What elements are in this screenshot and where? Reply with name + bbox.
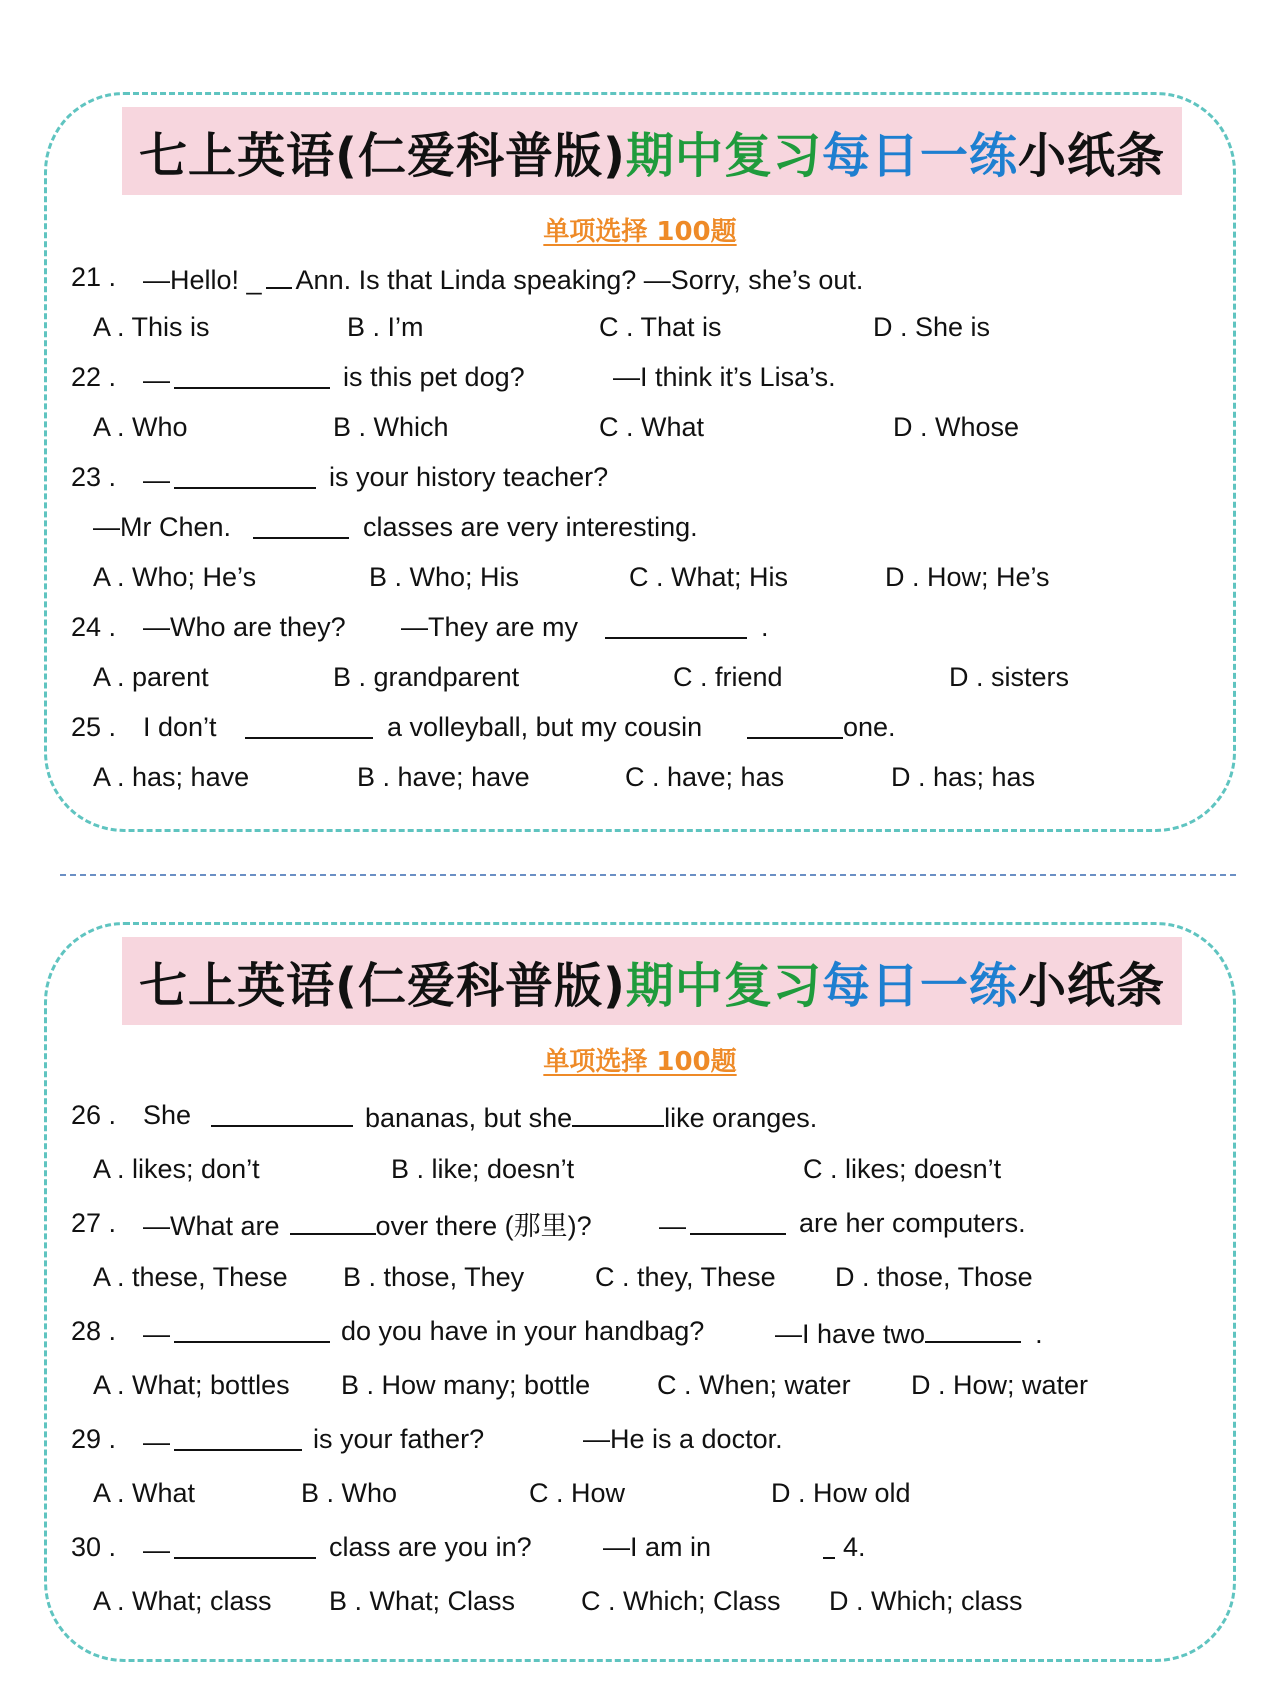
- options-22: [47, 407, 1233, 447]
- option-b: B . Who; His: [369, 562, 520, 592]
- cut-line-divider: [60, 874, 1236, 876]
- option-b: B . What; Class: [329, 1586, 516, 1616]
- option-c: C . Which; Class: [581, 1586, 781, 1616]
- option-a: A . Who: [93, 412, 188, 442]
- blank: [249, 507, 353, 550]
- option-a: A . What; class: [93, 1586, 272, 1616]
- blank: [743, 707, 847, 750]
- question-text: —Mr Chen.: [93, 512, 232, 542]
- question-text: —Hello! _ Ann. Is that Linda speaking? —Sorry, she’s out.: [143, 257, 863, 300]
- option-c: C . likes; doesn’t: [803, 1154, 1002, 1184]
- option-b: B . those, They: [343, 1262, 525, 1292]
- option-d: D . Whose: [893, 412, 1020, 442]
- question-number: 29 .: [71, 1424, 117, 1454]
- question-text-part: bananas, but she like oranges.: [365, 1095, 817, 1138]
- option-b: B . How many; bottle: [341, 1370, 591, 1400]
- options-26: [47, 1149, 1233, 1189]
- option-d: D . has; has: [891, 762, 1036, 792]
- question-text: I don’t: [143, 712, 217, 742]
- options-29: [47, 1473, 1233, 1513]
- option-d: D . those, Those: [835, 1262, 1033, 1292]
- question-number: 28 .: [71, 1316, 117, 1346]
- answer-text: —: [659, 1203, 790, 1246]
- question-27: [47, 1203, 1233, 1243]
- section-subtitle: 单项选择 100题: [543, 1047, 737, 1077]
- question-text-part: do you have in your handbag?: [341, 1316, 705, 1346]
- question-number: 30 .: [71, 1532, 117, 1562]
- option-d: D . How; He’s: [885, 562, 1050, 592]
- worksheet-card-1: [44, 92, 1236, 832]
- question-number: 26 .: [71, 1100, 117, 1130]
- options-30: [47, 1581, 1233, 1621]
- blank: [601, 607, 751, 650]
- question-end: one.: [843, 712, 896, 742]
- question-22: [47, 357, 1233, 397]
- blank: [819, 1527, 839, 1570]
- option-c: C . What; His: [629, 562, 789, 592]
- options-25: [47, 757, 1233, 797]
- question-30: [47, 1527, 1233, 1567]
- question-number: 24 .: [71, 612, 117, 642]
- question-text-part: —They are my: [401, 612, 579, 642]
- options-23: [47, 557, 1233, 597]
- option-b: B . I’m: [347, 312, 424, 342]
- options-28: [47, 1365, 1233, 1405]
- question-26: [47, 1095, 1233, 1135]
- options-27: [47, 1257, 1233, 1297]
- question-24: [47, 607, 1233, 647]
- answer-text-part: 4.: [843, 1532, 866, 1562]
- option-c: C . How: [529, 1478, 626, 1508]
- option-b: B . like; doesn’t: [391, 1154, 575, 1184]
- worksheet-title: 七上英语(仁爱科普版) 期中复习 每日一练 小纸条: [122, 107, 1182, 195]
- option-d: D . Which; class: [829, 1586, 1023, 1616]
- question-28: [47, 1311, 1233, 1351]
- option-b: B . Who: [301, 1478, 398, 1508]
- question-23: [47, 457, 1233, 497]
- question-25: [47, 707, 1233, 747]
- question-end: .: [761, 612, 769, 642]
- answer-text: —I have two .: [775, 1311, 1043, 1354]
- option-b: B . have; have: [357, 762, 530, 792]
- option-b: B . grandparent: [333, 662, 520, 692]
- question-text-part: a volleyball, but my cousin: [387, 712, 703, 742]
- option-a: A . likes; don’t: [93, 1154, 260, 1184]
- question-text: She: [143, 1100, 192, 1130]
- question-number: 22 .: [71, 362, 117, 392]
- option-c: C . they, These: [595, 1262, 776, 1292]
- option-a: A . What; bottles: [93, 1370, 290, 1400]
- question-number: 23 .: [71, 462, 117, 492]
- question-21: [47, 257, 1233, 297]
- option-c: C . What: [599, 412, 705, 442]
- question-text: —What are over there (那里)?: [143, 1203, 592, 1246]
- question-text-part: class are you in?: [329, 1532, 532, 1562]
- option-c: C . friend: [673, 662, 783, 692]
- question-number: 25 .: [71, 712, 117, 742]
- question-text: —: [143, 1419, 306, 1462]
- question-text: —: [143, 1527, 320, 1570]
- options-21: [47, 307, 1233, 347]
- question-text-part: is this pet dog?: [343, 362, 525, 392]
- question-text: —Who are they?: [143, 612, 346, 642]
- option-c: C . That is: [599, 312, 722, 342]
- option-d: D . She is: [873, 312, 991, 342]
- option-c: C . When; water: [657, 1370, 851, 1400]
- answer-text: —He is a doctor.: [583, 1424, 783, 1454]
- option-d: D . How; water: [911, 1370, 1089, 1400]
- option-c: C . have; has: [625, 762, 785, 792]
- question-number: 27 .: [71, 1208, 117, 1238]
- option-a: A . these, These: [93, 1262, 288, 1292]
- question-29: [47, 1419, 1233, 1459]
- options-24: [47, 657, 1233, 697]
- question-23-line2: [47, 507, 1233, 547]
- option-d: D . sisters: [949, 662, 1070, 692]
- question-text-part: is your history teacher?: [329, 462, 609, 492]
- option-b: B . Which: [333, 412, 449, 442]
- section-subtitle: 单项选择 100题: [543, 217, 737, 247]
- option-a: A . Who; He’s: [93, 562, 257, 592]
- option-a: A . This is: [93, 312, 210, 342]
- question-text: —: [143, 1311, 334, 1354]
- question-text-part: is your father?: [313, 1424, 485, 1454]
- question-text: —: [143, 357, 334, 400]
- option-a: A . has; have: [93, 762, 250, 792]
- option-a: A . parent: [93, 662, 209, 692]
- worksheet-card-2: [44, 922, 1236, 1662]
- worksheet-title: 七上英语(仁爱科普版) 期中复习 每日一练 小纸条: [122, 937, 1182, 1025]
- blank: [241, 707, 377, 750]
- answer-text-part: are her computers.: [799, 1208, 1026, 1238]
- answer-text: —I am in: [603, 1532, 712, 1562]
- option-a: A . What: [93, 1478, 196, 1508]
- blank: [207, 1095, 357, 1138]
- question-text: —: [143, 457, 320, 500]
- answer-text: —I think it’s Lisa’s.: [613, 362, 836, 392]
- option-d: D . How old: [771, 1478, 911, 1508]
- question-number: 21 .: [71, 262, 117, 292]
- question-text-part: classes are very interesting.: [363, 512, 698, 542]
